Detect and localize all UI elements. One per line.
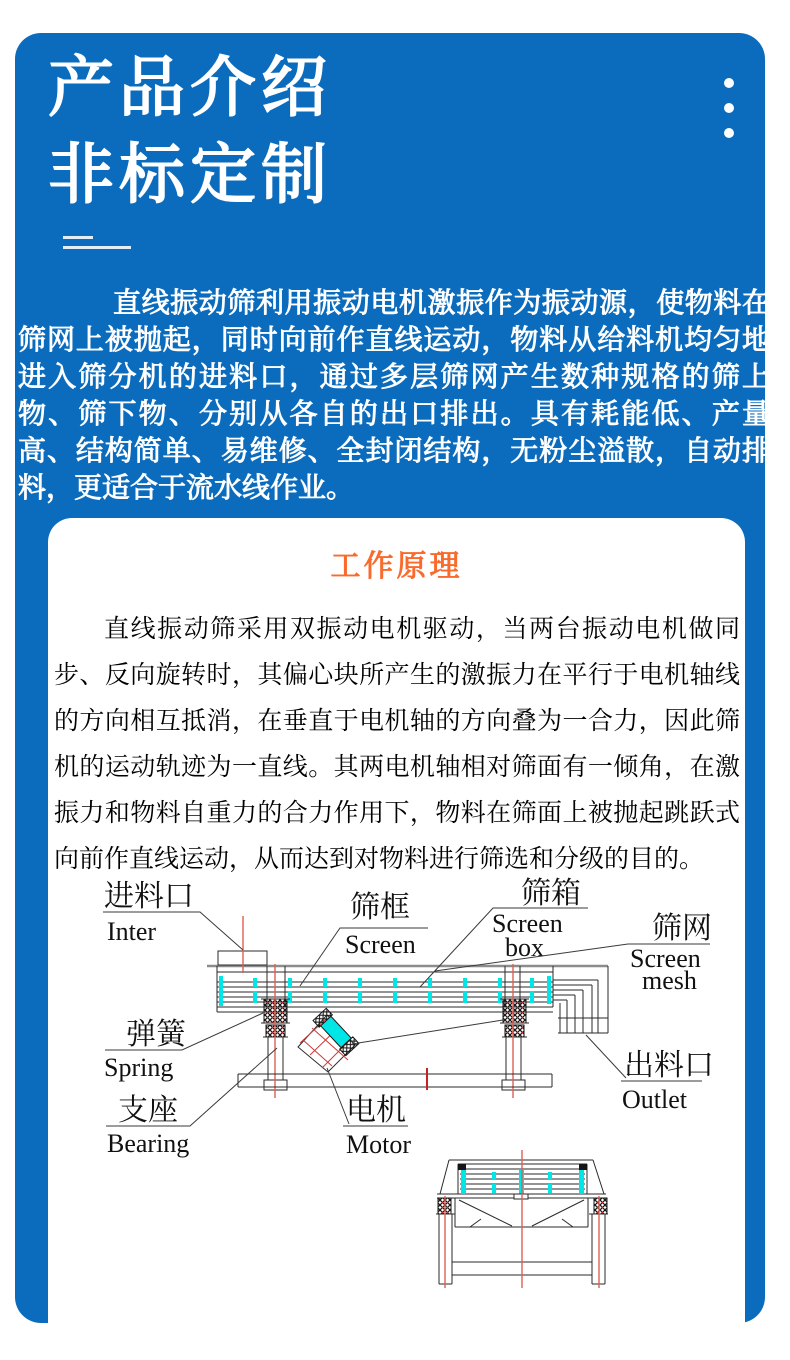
title-underline-short	[63, 236, 93, 239]
dot	[724, 103, 734, 113]
label-mesh-en1: Screen	[630, 944, 701, 973]
label-inlet-zh: 进料口	[104, 880, 194, 913]
spring-right	[500, 999, 529, 1037]
label-screen-box	[420, 877, 588, 987]
label-box-en2: box	[505, 933, 544, 962]
vertical-dots-icon[interactable]	[724, 78, 736, 153]
vibrating-screen-diagram	[95, 865, 745, 1311]
base-frame	[238, 1068, 552, 1090]
label-frame-en: Screen	[345, 930, 416, 959]
diagram-end-view	[436, 1150, 608, 1288]
end-view-spring-right	[594, 1198, 607, 1214]
label-bearing-en: Bearing	[107, 1129, 190, 1158]
label-box-en1: Screen	[492, 909, 563, 938]
label-motor-en: Motor	[346, 1130, 411, 1159]
motor	[298, 1008, 359, 1072]
label-outlet-en: Outlet	[622, 1085, 687, 1114]
label-spring	[104, 1013, 263, 1082]
label-bearing-zh: 支座	[118, 1094, 178, 1127]
spring-right-leader	[352, 1020, 503, 1044]
label-frame-zh: 筛框	[350, 891, 410, 924]
label-motor	[327, 1068, 411, 1159]
label-mesh-en2: mesh	[642, 966, 697, 995]
label-box-zh: 筛箱	[521, 877, 581, 910]
page-title	[48, 44, 332, 218]
label-motor-zh: 电机	[346, 1094, 406, 1127]
label-mesh-zh: 筛网	[652, 912, 712, 945]
outlet-chute	[553, 966, 608, 1033]
page-title-line2: 非标定制	[48, 137, 332, 211]
diagram-side-view	[103, 877, 714, 1159]
label-outlet-zh: 出料口	[624, 1049, 714, 1082]
label-spring-zh: 弹簧	[126, 1018, 186, 1051]
label-outlet	[586, 1035, 714, 1114]
product-intro-paragraph: 直线振动筛利用振动电机激振作为振动源，使物料在筛网上被抛起，同时向前作直线运动，物料从给料机均匀地进入筛分机的进料口，通过多层筛网产生数种规格的筛上物、筛下物、分别从各自的出口排出。具有耗能低、产量高、结构简单、易维修、全封闭结构，无粉尘溢散，自动排料，更适合于流水线作业。	[18, 287, 770, 503]
end-view-centerlines	[445, 1150, 599, 1288]
page-title-line1: 产品介绍	[48, 50, 332, 124]
card-title: 工作原理	[330, 550, 463, 583]
working-principle-paragraph: 直线振动筛采用双振动电机驱动，当两台振动电机做同步、反向旋转时，其偏心块所产生的激振力在平行于电机轴线的方向相互抵消，在垂直于电机轴的方向叠为一合力，因此筛机的运动轨迹为一直线。其两电机轴相对筛面有一倾角，在激振力和物料自重力的合力作用下，物料在筛面上被抛起跳跃式向前作直线运动，从而达到对物料进行筛选和分级的目的。	[54, 615, 740, 873]
feed-inlet	[218, 916, 267, 973]
dot	[724, 128, 734, 138]
label-inlet-en: Inter	[107, 917, 157, 946]
label-inlet	[103, 880, 243, 950]
label-spring-en: Spring	[104, 1053, 174, 1082]
label-screen-mesh	[435, 912, 712, 995]
dot	[724, 78, 734, 88]
title-underline-long	[63, 246, 131, 249]
